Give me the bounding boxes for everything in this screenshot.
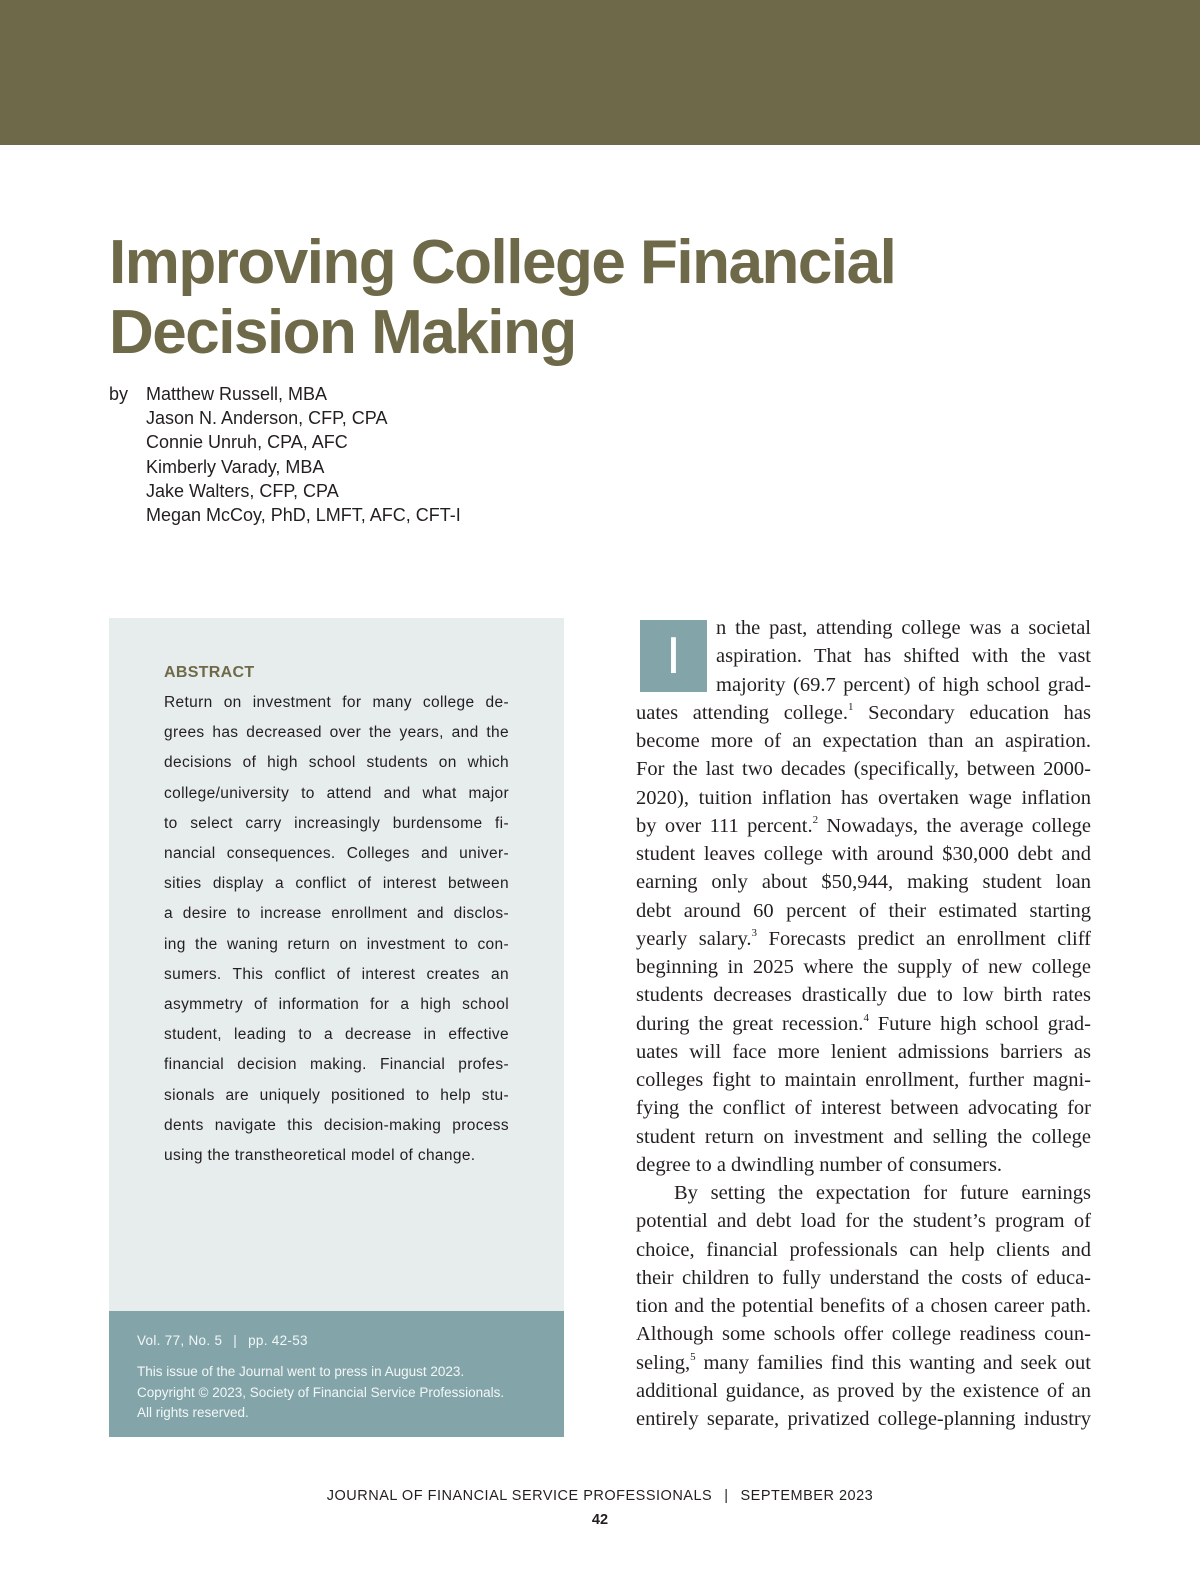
- issue-volume: Vol. 77, No. 5: [137, 1333, 223, 1348]
- abstract-line: financial decision making. Financial profes-: [164, 1056, 509, 1074]
- body-line: n the past, attending college was a societal: [716, 617, 1091, 639]
- body-line: become more of an expectation than an aspiration.: [636, 730, 1091, 752]
- body-line: seling,$^5$ many families find this wanting and seek out: [636, 1350, 1091, 1374]
- body-line: colleges fight to maintain enrollment, further magni-: [636, 1069, 1091, 1091]
- page-footer: [0, 1488, 1200, 1504]
- body-line: students decreases drastically due to low birth rates: [636, 984, 1091, 1007]
- separator: |: [724, 1488, 729, 1504]
- body-line: yearly salary.$^3$ Forecasts predict an enrollment cliff: [636, 926, 1091, 950]
- press-line: All rights reserved.: [137, 1405, 249, 1420]
- body-line: entirely separate, privatized college-planning industry: [636, 1408, 1091, 1430]
- body-line: choice, financial professionals can help clients and: [636, 1238, 1091, 1261]
- abstract-line: sities display a conflict of interest between: [164, 875, 509, 893]
- body-line: uates will face more lenient admissions barriers as: [636, 1040, 1091, 1063]
- body-line: during the great recession.$^4$ Future high school grad-: [636, 1011, 1092, 1035]
- body-line: aspiration. That has shifted with the vast: [716, 645, 1091, 668]
- author-name: Jason N. Anderson, CFP, CPA: [146, 408, 388, 429]
- abstract-line: student, leading to a decrease in effective: [164, 1026, 509, 1044]
- article-body: [636, 614, 1091, 1433]
- footnote-reference: 2: [812, 813, 819, 826]
- author-name: Megan McCoy, PhD, LMFT, AFC, CFT-I: [146, 504, 461, 525]
- press-notice: [137, 1362, 557, 1424]
- abstract-line: asymmetry of information for a high school: [164, 996, 509, 1014]
- abstract-line: decisions of high school students on which: [164, 754, 509, 772]
- issue-date: SEPTEMBER 2023: [740, 1488, 874, 1504]
- author-name: Kimberly Varady, MBA: [146, 456, 325, 477]
- abstract-line: grees has decreased over the years, and the: [164, 724, 509, 742]
- body-line: beginning in 2025 where the supply of new college: [636, 956, 1091, 978]
- abstract-line: nancial consequences. Colleges and univer-: [164, 845, 509, 863]
- abstract-line: dents navigate this decision-making process: [164, 1116, 509, 1134]
- body-line: 2020), tuition inflation has overtaken wage inflation: [636, 786, 1091, 809]
- footnote-reference: 5: [690, 1350, 696, 1363]
- body-line: tion and the potential benefits of a chosen career path.: [636, 1295, 1091, 1317]
- body-line: fying the conflict of interest between advocating for: [636, 1097, 1091, 1120]
- abstract-line: Return on investment for many college de-: [164, 694, 509, 711]
- body-line: debt around 60 percent of their estimated starting: [636, 899, 1091, 922]
- page-number: 42: [591, 1512, 609, 1528]
- abstract-line: sumers. This conflict of interest creates an: [164, 965, 509, 983]
- body-line: student return on investment and selling the college: [636, 1125, 1091, 1148]
- body-line: degree to a dwindling number of consumers.: [636, 1153, 1003, 1176]
- body-line: By setting the expectation for future earnings: [674, 1182, 1091, 1204]
- abstract-line: ing the waning return on investment to con-: [164, 935, 509, 953]
- body-line: majority (69.7 percent) of high school grad-: [716, 673, 1091, 696]
- body-line: by over 111 percent.$^2$ Nowadays, the average college: [636, 813, 1091, 837]
- abstract-line: to select carry increasingly burdensome fi-: [164, 814, 509, 832]
- issue-pages: pp. 42-53: [248, 1333, 308, 1348]
- author-list: [146, 382, 461, 527]
- abstract-heading: ABSTRACT: [164, 664, 255, 681]
- abstract-text: [164, 688, 509, 1171]
- body-line: uates attending college.$^1$ Secondary education has: [636, 700, 1091, 724]
- header-color-band: [0, 0, 1200, 145]
- body-line: their children to fully understand the costs of educa-: [636, 1266, 1091, 1289]
- author-name: Jake Walters, CFP, CPA: [146, 480, 339, 501]
- abstract-panel: [109, 618, 564, 1311]
- title-line: Improving College Financial: [109, 228, 896, 297]
- separator: |: [233, 1333, 238, 1348]
- body-line: potential and debt load for the student’s program of: [636, 1210, 1091, 1233]
- abstract-line: using the transtheoretical model of change.: [164, 1147, 476, 1165]
- author-name: Matthew Russell, MBA: [146, 384, 328, 404]
- press-line: This issue of the Journal went to press in August 2023.: [137, 1364, 465, 1379]
- body-line: student leaves college with around $30,000 debt and: [636, 843, 1091, 865]
- journal-name: JOURNAL OF FINANCIAL SERVICE PROFESSIONALS: [326, 1488, 713, 1504]
- author-name: Connie Unruh, CPA, AFC: [146, 432, 348, 453]
- abstract-line: college/university to attend and what major: [164, 784, 509, 802]
- body-line: Although some schools offer college readiness coun-: [636, 1323, 1091, 1346]
- abstract-line: sionals are uniquely positioned to help stu-: [164, 1086, 509, 1104]
- body-line: earning only about $50,944, making student loan: [636, 871, 1091, 894]
- abstract-line: a desire to increase enrollment and disclos-: [164, 905, 509, 923]
- article-title: [109, 228, 1009, 368]
- drop-cap: I: [640, 620, 707, 692]
- footnote-reference: 3: [751, 926, 758, 939]
- footnote-reference: 4: [863, 1011, 869, 1024]
- press-line: Copyright © 2023, Society of Financial Service Professionals.: [137, 1384, 505, 1400]
- footnote-reference: 1: [848, 700, 854, 713]
- issue-volume-line: [137, 1333, 308, 1348]
- body-line: additional guidance, as proved by the existence of an: [636, 1379, 1091, 1402]
- title-line: Decision Making: [109, 298, 576, 367]
- issue-info-panel: [109, 1311, 564, 1437]
- byline-prefix: by: [109, 384, 129, 404]
- body-line: For the last two decades (specifically, between 2000-: [636, 758, 1091, 781]
